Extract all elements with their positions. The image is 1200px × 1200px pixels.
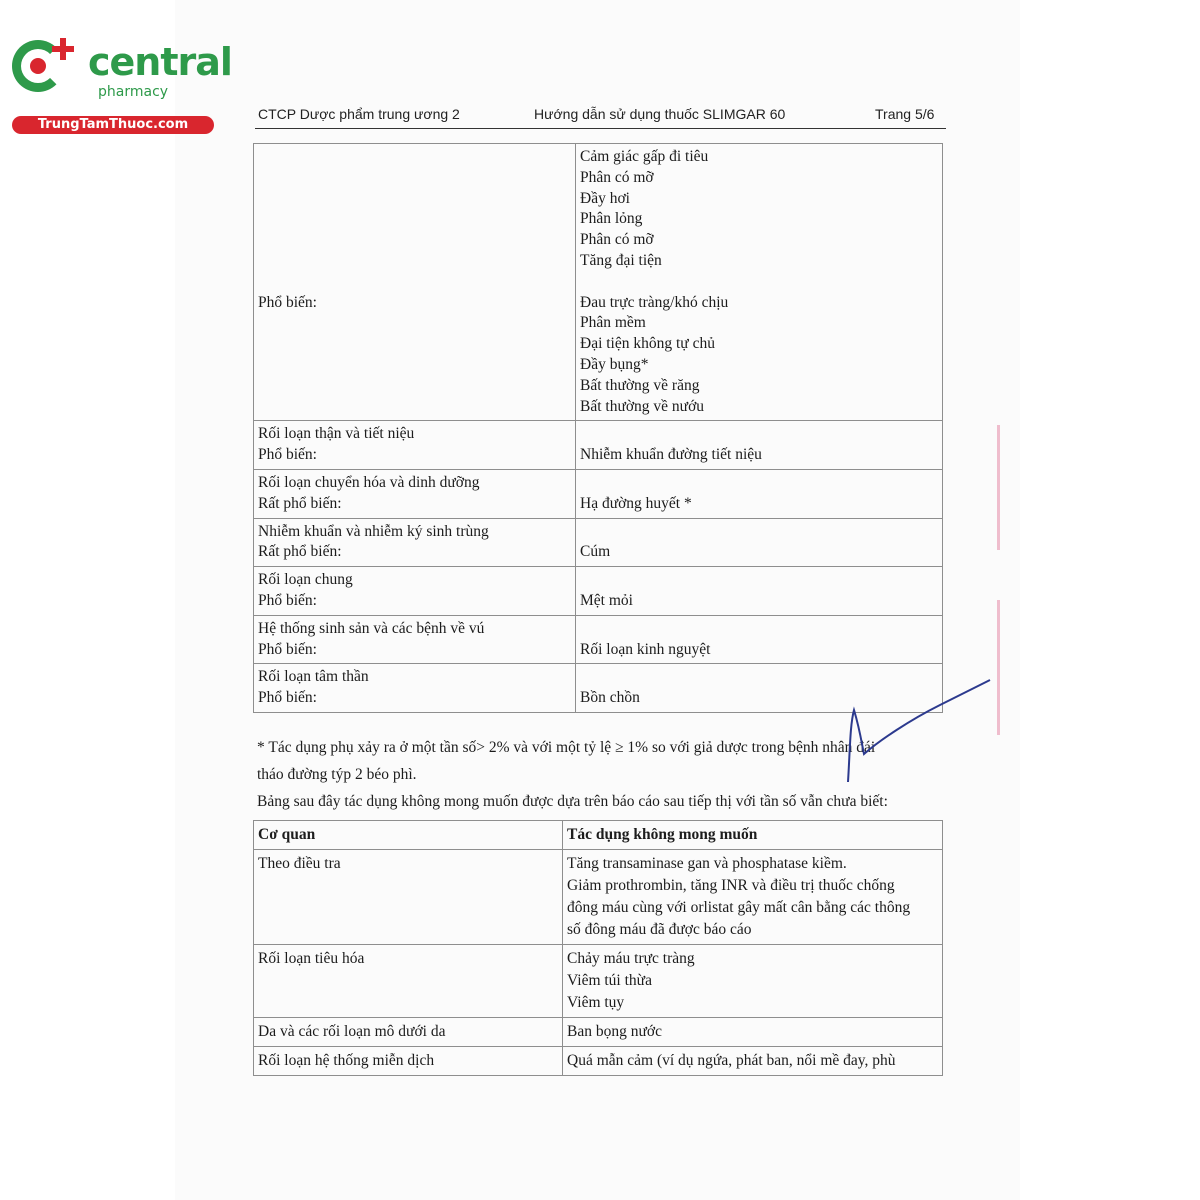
postmarketing-table <box>253 820 943 1076</box>
cell-line: Rất phổ biến: <box>258 543 342 561</box>
cell-line: Hệ thống sinh sản và các bệnh về vú <box>258 619 485 637</box>
cell-line: Phân mềm <box>580 314 646 332</box>
cell-line: Phổ biến: <box>258 446 317 464</box>
table-row <box>254 615 943 664</box>
cell-line <box>580 473 938 494</box>
table-cell-category <box>254 421 576 470</box>
table-row <box>254 1018 943 1047</box>
cell-line <box>580 619 938 640</box>
header-page-number: Trang 5/6 <box>875 106 935 122</box>
cell-line: Đau trực tràng/khó chịu <box>580 293 729 311</box>
cell-line <box>580 424 938 445</box>
cell-line: Viêm tụy <box>567 994 625 1011</box>
header-company: CTCP Dược phẩm trung ương 2 <box>258 106 460 122</box>
cell-line: Rối loạn chuyển hóa và dinh dưỡng <box>258 473 480 491</box>
cell-line <box>258 147 571 168</box>
table-row <box>254 850 943 945</box>
footnote-line-1: * Tác dụng phụ xảy ra ở một tần số> 2% và với một tỷ lệ ≥ 1% so với giả dược trong bệnh nhân đái <box>257 739 876 756</box>
table-cell-category <box>254 1047 563 1076</box>
cell-line: Đầy bụng* <box>580 355 649 373</box>
side-effects-table <box>253 143 943 713</box>
table-row <box>254 1047 943 1076</box>
cell-line: Theo điều tra <box>258 855 341 872</box>
table-cell-effects <box>576 144 943 421</box>
cell-line: Giảm prothrombin, tăng INR và điều trị thuốc chống <box>567 877 895 894</box>
cell-line <box>580 570 938 591</box>
cell-line: đông máu cùng với orlistat gây mất cân bằng các thông <box>567 899 911 916</box>
cell-line: Nhiễm khuẩn đường tiết niệu <box>580 446 762 464</box>
table-row <box>254 144 943 421</box>
logo-url-badge: TrungTamThuoc.com <box>12 116 214 134</box>
cell-line: Rối loạn tâm thần <box>258 668 369 686</box>
cell-line: Phân lỏng <box>580 210 643 228</box>
logo-wordmark: central <box>88 40 232 84</box>
table-row <box>254 518 943 567</box>
table-cell-effects <box>576 421 943 470</box>
cell-line: Phổ biến: <box>258 689 317 707</box>
cell-line: Chảy máu trực tràng <box>567 950 695 967</box>
cell-line: số đông máu đã được báo cáo <box>567 921 752 938</box>
cell-line: Rất phổ biến: <box>258 494 342 512</box>
cell-line <box>258 209 571 230</box>
table-cell-effects <box>563 1018 943 1047</box>
logo-subtitle: pharmacy <box>98 84 169 100</box>
cell-line <box>580 522 938 543</box>
cell-line: Cúm <box>580 543 611 561</box>
header-title: Hướng dẫn sử dụng thuốc SLIMGAR 60 <box>534 106 786 122</box>
cell-line: Tăng đại tiện <box>580 251 662 269</box>
table-cell-effects <box>576 469 943 518</box>
table-row <box>254 469 943 518</box>
table-cell-category <box>254 518 576 567</box>
table-cell-category <box>254 469 576 518</box>
cell-line: Phân có mỡ <box>580 168 654 186</box>
cell-line: Rối loạn hệ thống miễn dịch <box>258 1052 435 1069</box>
stamp-mark <box>997 600 1020 735</box>
central-pharmacy-logo[interactable] <box>8 36 232 136</box>
footnote-line-2: tháo đường týp 2 béo phì. <box>257 766 417 783</box>
cell-line: Viêm túi thừa <box>567 972 652 989</box>
cell-line <box>258 272 571 293</box>
cell-line: Bồn chồn <box>580 689 640 707</box>
table-cell-effects <box>563 850 943 945</box>
table-row <box>254 945 943 1018</box>
cell-line: Phổ biến: <box>258 591 317 609</box>
cell-line: Hạ đường huyết * <box>580 494 692 512</box>
header-rule <box>255 128 946 129</box>
table-cell-effects <box>576 518 943 567</box>
logo-dot-icon <box>30 58 46 74</box>
cell-line: Đầy hơi <box>580 189 630 207</box>
table-cell-effects <box>563 945 943 1018</box>
cell-line: Ban bọng nước <box>567 1023 662 1040</box>
cell-line: Phổ biến: <box>258 293 317 311</box>
column-header-effect: Tác dụng không mong muốn <box>563 821 943 850</box>
cell-line: Nhiễm khuẩn và nhiễm ký sinh trùng <box>258 522 489 540</box>
cell-line: Phổ biến: <box>258 640 317 658</box>
cell-line: Tăng transaminase gan và phosphatase kiềm. <box>567 855 847 872</box>
table-cell-effects <box>576 567 943 616</box>
cell-line: Bất thường về răng <box>580 376 700 394</box>
cell-line: Bất thường về nướu <box>580 397 705 415</box>
signature-mark <box>840 670 1000 790</box>
cell-line <box>258 168 571 189</box>
table-row <box>254 421 943 470</box>
postmarketing-intro: Bảng sau đây tác dụng không mong muốn được dựa trên báo cáo sau tiếp thị với tần số vẫn chưa biết: <box>257 793 888 810</box>
cell-line: Rối loạn chung <box>258 571 353 589</box>
cell-line: Rối loạn kinh nguyệt <box>580 640 711 658</box>
table-cell-category <box>254 615 576 664</box>
cell-line: Cảm giác gấp đi tiêu <box>580 148 709 165</box>
cell-line: Quá mẫn cảm (ví dụ ngứa, phát ban, nổi mề đay, phù <box>567 1052 896 1069</box>
cell-line: Rối loạn thận và tiết niệu <box>258 425 415 443</box>
table-cell-category <box>254 567 576 616</box>
cell-line <box>580 272 938 293</box>
table-cell-category <box>254 850 563 945</box>
cell-line: Rối loạn tiêu hóa <box>258 950 365 967</box>
table-row <box>254 567 943 616</box>
stamp-mark <box>997 425 1020 550</box>
table-cell-category <box>254 945 563 1018</box>
table-cell-category <box>254 664 576 713</box>
table-cell-category <box>254 144 576 421</box>
cell-line <box>258 189 571 210</box>
table-cell-effects <box>563 1047 943 1076</box>
cell-line: Da và các rối loạn mô dưới da <box>258 1023 446 1040</box>
table-cell-category <box>254 1018 563 1047</box>
cell-line: Đại tiện không tự chủ <box>580 335 715 353</box>
cell-line: Phân có mỡ <box>580 231 654 249</box>
cell-line <box>258 251 571 272</box>
column-header-organ: Cơ quan <box>254 821 563 850</box>
cell-line <box>258 230 571 251</box>
table-header-row <box>254 821 943 850</box>
table-cell-effects <box>576 615 943 664</box>
cell-line: Mệt mỏi <box>580 591 633 609</box>
